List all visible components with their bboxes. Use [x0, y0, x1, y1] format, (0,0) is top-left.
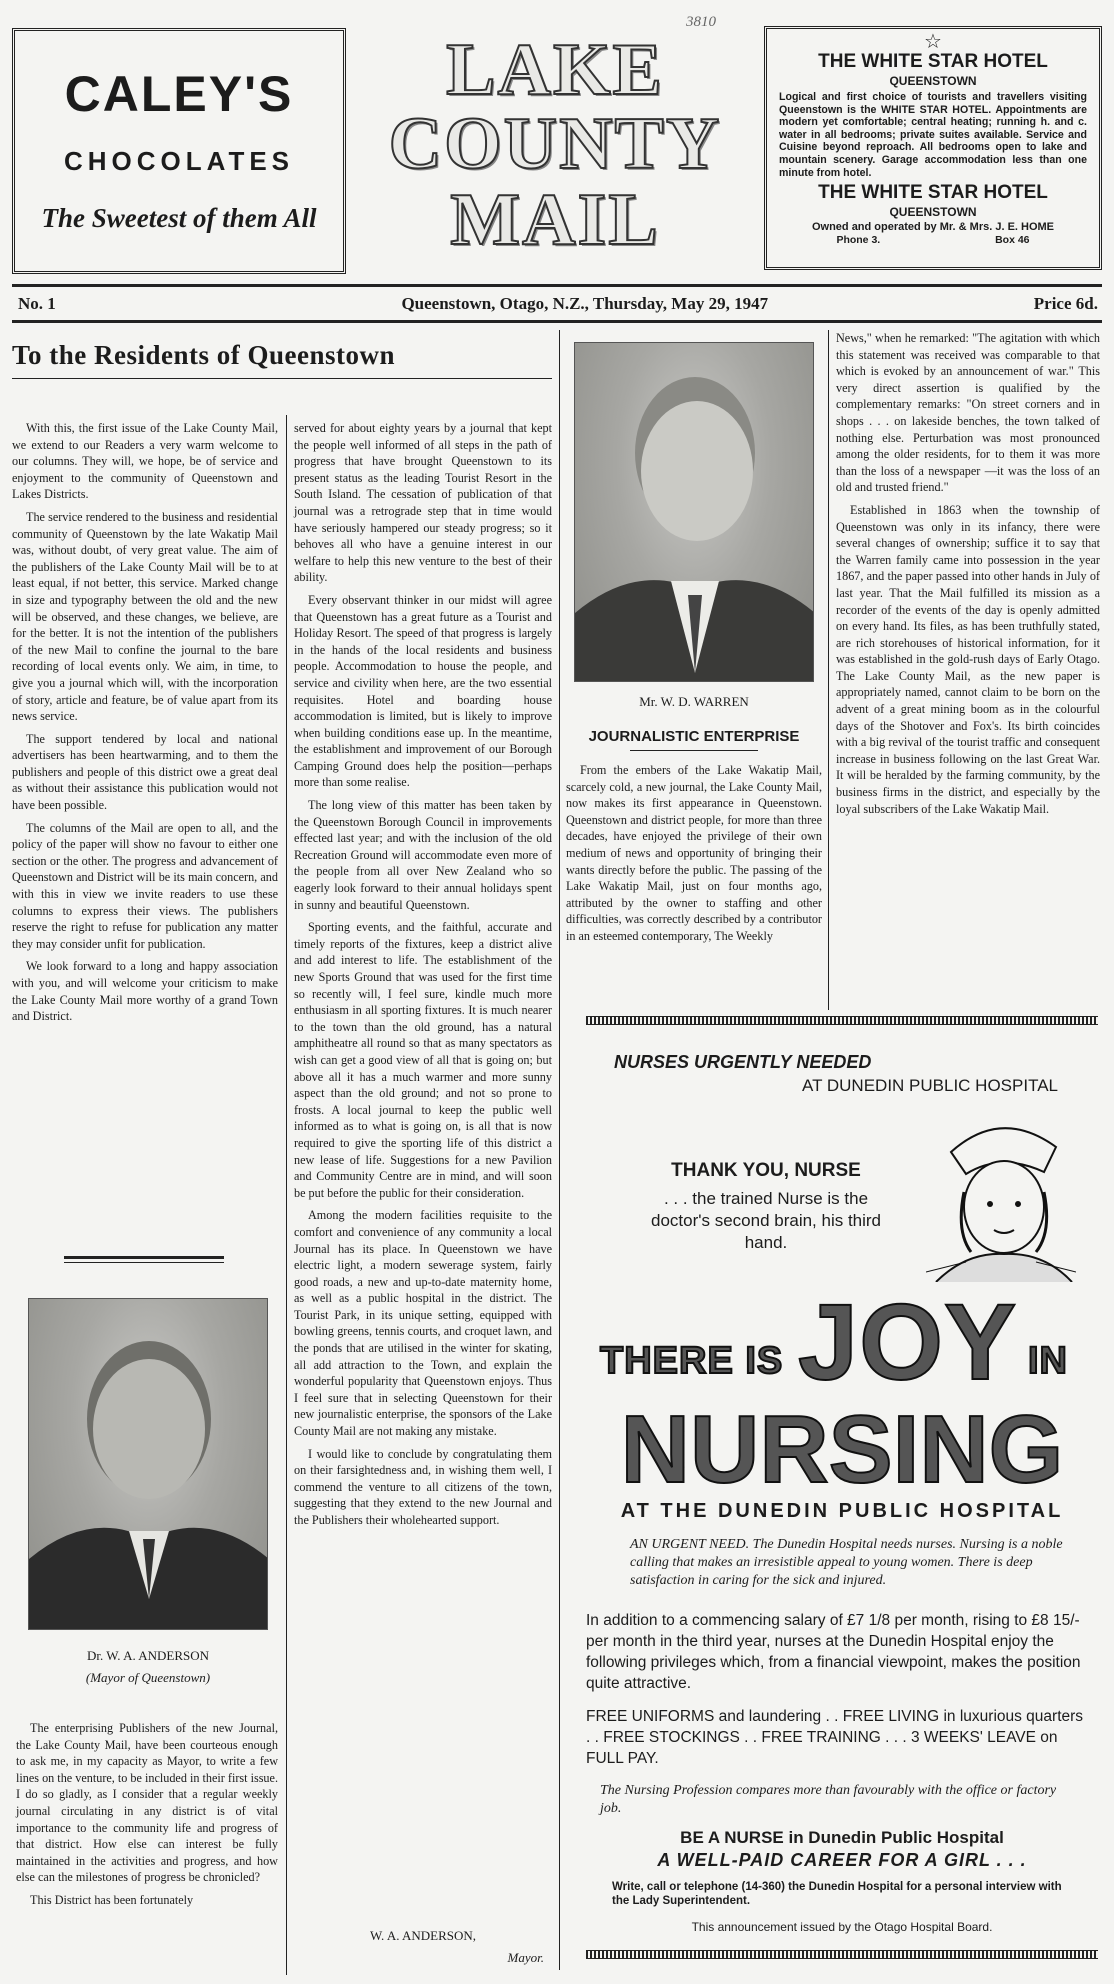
in-text: IN — [1028, 1340, 1068, 1382]
journalistic-col1 — [566, 762, 822, 951]
there-is-text: THERE IS — [600, 1340, 784, 1382]
editorial-paragraph: The service rendered to the business and residential community of Queenstown by the late Wakatip Mail was, without doubt, of very great value. The aim of the publishers of the Lake County Mail will be to at least equal, if not better, this service. Marked change in size and typography between the old and the new will be observed, and these changes, we believe, are for the better. It is not the intention of the publishers of the new Mail to confine the journal to the bare recording of local events only. We aim, in time, to give you a journal which will, with the incorporation of story, article and feature, be of value apart from its news service. — [12, 509, 278, 724]
hotel-title-2: THE WHITE STAR HOTEL — [818, 182, 1048, 204]
hotel-owners: Owned and operated by Mr. & Mrs. J. E. HOME — [811, 221, 1055, 234]
mayor-signature-title: Mayor. — [507, 1950, 544, 1965]
column-divider — [559, 330, 560, 1970]
section-rule — [64, 1256, 224, 1259]
warren-photo — [574, 342, 814, 682]
mayor-letter-col1 — [16, 1720, 278, 1915]
mayor-photo — [28, 1298, 268, 1630]
journalistic-paragraph: From the embers of the Lake Wakatip Mail, scarcely cold, a new journal, the Lake County Mail, now makes its first appearance in Queenstown. Queenstown and district people, for more than three decades, have enjoyed the privilege of their own medium of news and opportunity of bringing their wants directly before the public. The passing of the Lake Wakatip Mail, just on four months ago, attributed by the owner to staffing and other difficulties, was correctly described by a contributor in an esteemed contemporary, The Weekly — [566, 763, 822, 943]
nurses-advert — [586, 1030, 1098, 1956]
editorial-paragraph: The columns of the Mail are open to all, and the policy of the paper will show no favour to either one section or the other. The progress and advancement of Queenstown and District will be its main concern, and with this in view we invite readers to use these columns to express their views. The publishers reserve the right to refuse for publication any matter they may consider unfit for publication. — [12, 820, 278, 951]
hotel-body: Logical and first choice of tourists and travellers visiting Queenstown is the WHITE STAR HOTEL. Appointments are modern yet comfortable; central heating; running h. and c. water in all bedrooms; private suites available. Service and Cuisine beyond reproach. All bedrooms open to lake and mountain scenery. Garage accommodation less than one minute from hotel. — [779, 91, 1087, 179]
mayor-letter-paragraph: The enterprising Publishers of the new Journal, the Lake County Mail, have been courteous enough to ask me, in my capacity as Mayor, to write a few lines on the venture, to be included in their first issue. I do so gladly, as I consider that a regular weekly journal circulating in any district is of vital importance to the community life and progress of that district. How else can interest be fully maintained in the activities and progress, and how else can the milestones of progress be chronicled? — [16, 1721, 278, 1885]
hotel-title: THE WHITE STAR HOTEL — [818, 51, 1048, 72]
ad-border-top — [586, 1016, 1098, 1025]
hotel-box: Box 46 — [995, 234, 1030, 247]
editorial-headline: To the Residents of Queenstown — [12, 340, 396, 370]
thank-you-nurse: THANK YOU, NURSE — [671, 1160, 861, 1181]
caleys-product: CHOCOLATES — [63, 146, 295, 176]
issue-number: No. 1 — [18, 294, 56, 313]
hotel-location: QUEENSTOWN — [889, 74, 977, 88]
editorial-paragraph: The support tendered by local and national advertisers has been heartwarming, and to them the publishers and people of this district owe a great deal as without their assistance this publication would not have been possible. — [12, 731, 278, 813]
caleys-advert — [12, 28, 346, 274]
hotel-phone: Phone 3. — [836, 234, 881, 247]
headline-underline — [12, 378, 552, 379]
joy-text: JOY — [798, 1281, 1018, 1402]
mayor-letter-paragraph: The long view of this matter has been taken by the Queenstown Borough Council in improvements effected last year; and with the inclusion of the old Recreation Ground will accommodate even more of the people from all over New Zealand who so eagerly look forward to their annual holidays spent in sunny and beautiful Queenstown. — [294, 798, 552, 912]
well-paid-career: A WELL-PAID CAREER FOR A GIRL . . . — [657, 1850, 1027, 1870]
headline-underline — [630, 750, 758, 751]
dateline-rule-bottom — [12, 320, 1102, 323]
masthead-mail: MAIL — [450, 179, 660, 261]
free-benefits: FREE UNIFORMS and laundering . . FREE LIVING in luxurious quarters . . FREE STOCKINGS . . FREE TRAINING . . . 3 WEEKS' LEAVE on FULL PAY. — [586, 1708, 1084, 1767]
be-a-nurse: BE A NURSE in Dunedin Public Hospital — [680, 1828, 1004, 1847]
column-divider — [828, 330, 829, 1010]
at-hospital: AT THE DUNEDIN PUBLIC HOSPITAL — [620, 1500, 1064, 1522]
editorial-column — [12, 420, 278, 1031]
column-divider — [286, 415, 287, 1975]
nurse-illustration — [926, 1112, 1076, 1282]
journalistic-headline: JOURNALISTIC ENTERPRISE — [588, 728, 800, 745]
dateline-rule-top — [12, 284, 1102, 287]
warren-portrait-image — [575, 343, 814, 682]
announcement-issued: This announcement issued by the Otago Hospital Board. — [691, 1920, 993, 1934]
salary-text: In addition to a commencing salary of £7 1/8 per month, rising to £8 15/- per month in the third year, nurses at the Dunedin Hospital enjoy the following privileges which, from a financial viewpoint, makes the position quite attractive. — [586, 1612, 1081, 1692]
mayor-portrait-image — [29, 1299, 268, 1630]
mayor-letter-paragraph: Among the modern facilities requisite to the comfort and convenience of any community a local Journal has its place. In Queenstown we have electric light, a modern sewerage system, fairly good roads, a new and up-to-date maternity home, as well as a public hospital in the district. The Tourist Park, in its unique setting, equipped with bowling greens, tennis courts, and croquet lawn, and the ponds that are utilised in the winter for skating, all add attraction to the Town, and explain the wonderful popularity that Queenstown enjoys. Thus I feel sure that in selecting Queenstown for their new journalistic enterprise, the sponsors of the Lake County Mail are not making any mistake. — [294, 1208, 552, 1439]
masthead — [360, 29, 750, 274]
write-call-telephone: Write, call or telephone (14-360) the Dunedin Hospital for a personal interview with the Lady Superintendent. — [612, 1881, 1062, 1907]
hotel-location-2: QUEENSTOWN — [889, 205, 977, 220]
catalogue-mark: 3810 — [686, 14, 716, 30]
editorial-paragraph: With this, the first issue of the Lake County Mail, we extend to our Readers a very warm welcome to our columns. They will, we hope, be of service and enjoyment to the community of Queenstown and Lakes Districts. — [12, 421, 278, 502]
journalistic-col2 — [836, 330, 1100, 823]
section-rule — [64, 1262, 224, 1263]
mayor-letter-col2 — [294, 420, 552, 1535]
mayor-name: Dr. W. A. ANDERSON — [86, 1648, 210, 1663]
nursing-text: NURSING — [620, 1396, 1064, 1503]
nurses-at: AT DUNEDIN PUBLIC HOSPITAL — [802, 1076, 1058, 1095]
ad-border-bottom — [586, 1950, 1098, 1959]
place-date: Queenstown, Otago, N.Z., Thursday, May 29, 1947 — [401, 294, 769, 313]
editorial-paragraph: We look forward to a long and happy association with you, and will welcome your criticism to make the Lake County Mail more worthy of a grand Town and District. — [12, 959, 278, 1024]
mayor-letter-paragraph: I would like to conclude by congratulating them on their farsightedness and, in wishing them well, I commend the venture to all citizens of the town, suggesting that they extend to the new Journal and the Publishers their wholehearted support. — [294, 1446, 552, 1527]
caleys-brand: CALEY'S — [64, 66, 294, 122]
mayor-letter-paragraph: Every observant thinker in our midst will agree that Queenstown has a great future as a Tourist and Holiday Resort. The speed of that progress is largely in the hands of the local residents and business people. Accommodation to house the people, and service and civility when here, are the two essential requisites. Hotel and boarding house accommodation is limited, but is likely to improve when building conditions ease up. In the meantime, the establishment and improvement of our Borough Camping Ground does help the position—perhaps more than some realise. — [294, 592, 552, 790]
white-star-advert — [764, 26, 1102, 270]
urgent-need: AN URGENT NEED. The Dunedin Hospital needs nurses. Nursing is a noble calling that makes an irresistible appeal to young women. There is deep satisfaction in caring for the sick and injured. — [630, 1537, 1063, 1588]
mayor-title: (Mayor of Queenstown) — [85, 1670, 211, 1685]
masthead-county: COUNTY — [388, 103, 722, 185]
price: Price 6d. — [1033, 294, 1098, 313]
nurses-urgent: NURSES URGENTLY NEEDED — [614, 1052, 872, 1072]
mayor-letter-paragraph: Sporting events, and the faithful, accurate and timely reports of the fixtures, keep a district alive and add interest to life. The establishment of the new Sports Ground that was used for the first time so recently will, I feel sure, kindle much more enthusiasm in all sporting fixtures. It is much nearer to the town than the old ground, has a natural amphitheatre all round so that as many spectators as wish can get a good view of all that is going on; but above all it has a much warmer and more sunny aspect than the old ground; and not so prone to frosts. A local journal to keep the public well informed as to what is going on, is all that is now required to give the sporting life of this district a new lease of life. Suggestions for a new Pavilion and Community Centre are in mind, and will soon be put before the public for their consideration. — [294, 920, 552, 1200]
journalistic-paragraph: Established in 1863 when the township of Queenstown was only in its infancy, there were several changes of ownership; suffice it to say that the Warren family came into possession in the year 1867, and the paper passed into other hands in July of last year. That the Mail fulfilled its mission as a recorder of the events of the day is openly admitted on every hand. Its files, as has been truthfully stated, are rich storehouses of historical information, for it was established in the gold-rush days of Early Otago. The Lake County Mail, as the new paper is appropriately named, cannot claim to be born on the advent of a great mining boom as in the colourful days of the Shotover and Fox's. Its birth coincides with a big revival of the tourist traffic and consequent increase in business following on the last Great War. It will be heralded by the farming community, by the business firms in the district, and especially by the loyal subscribers of the Lake Wakatip Mail. — [836, 502, 1100, 816]
masthead-lake: LAKE — [446, 29, 664, 111]
thank-you-body: . . . the trained Nurse is the doctor's second brain, his third hand. — [650, 1189, 882, 1252]
dateline — [18, 292, 1098, 316]
mayor-signature: W. A. ANDERSON, — [369, 1928, 477, 1943]
warren-name: Mr. W. D. WARREN — [639, 694, 749, 709]
journalistic-paragraph: News," when he remarked: "The agitation with which this statement was received was comparable to that which is evoked by an announcement of war." This very direct assertion is qualified by the complementary remarks: "On street corners and in shops . . . on lakeside benches, the town talked of nothing else. Perturbation was most pronounced among the older residents, for to them it was more than the loss of a newspaper —it was the loss of an old and trusted friend." — [836, 331, 1100, 495]
caleys-slogan: The Sweetest of them All — [41, 203, 317, 233]
profession-text: The Nursing Profession compares more than favourably with the office or factory job. — [600, 1783, 1057, 1816]
mayor-letter-paragraph: served for about eighty years by a journal that kept the people well informed of all steps in the path of progress that have brought Queenstown to its present status as the leading Tourist Resort in the South Island. The cessation of publication of that journal was a retrograde step that in time would have seriously hampered our steady progress; so it behoves all who have a genuine interest in our welfare to help this new venture to the best of their ability. — [294, 421, 552, 585]
mayor-letter-paragraph: This District has been fortunately — [30, 1892, 194, 1907]
star-icon: ☆ — [924, 31, 942, 53]
